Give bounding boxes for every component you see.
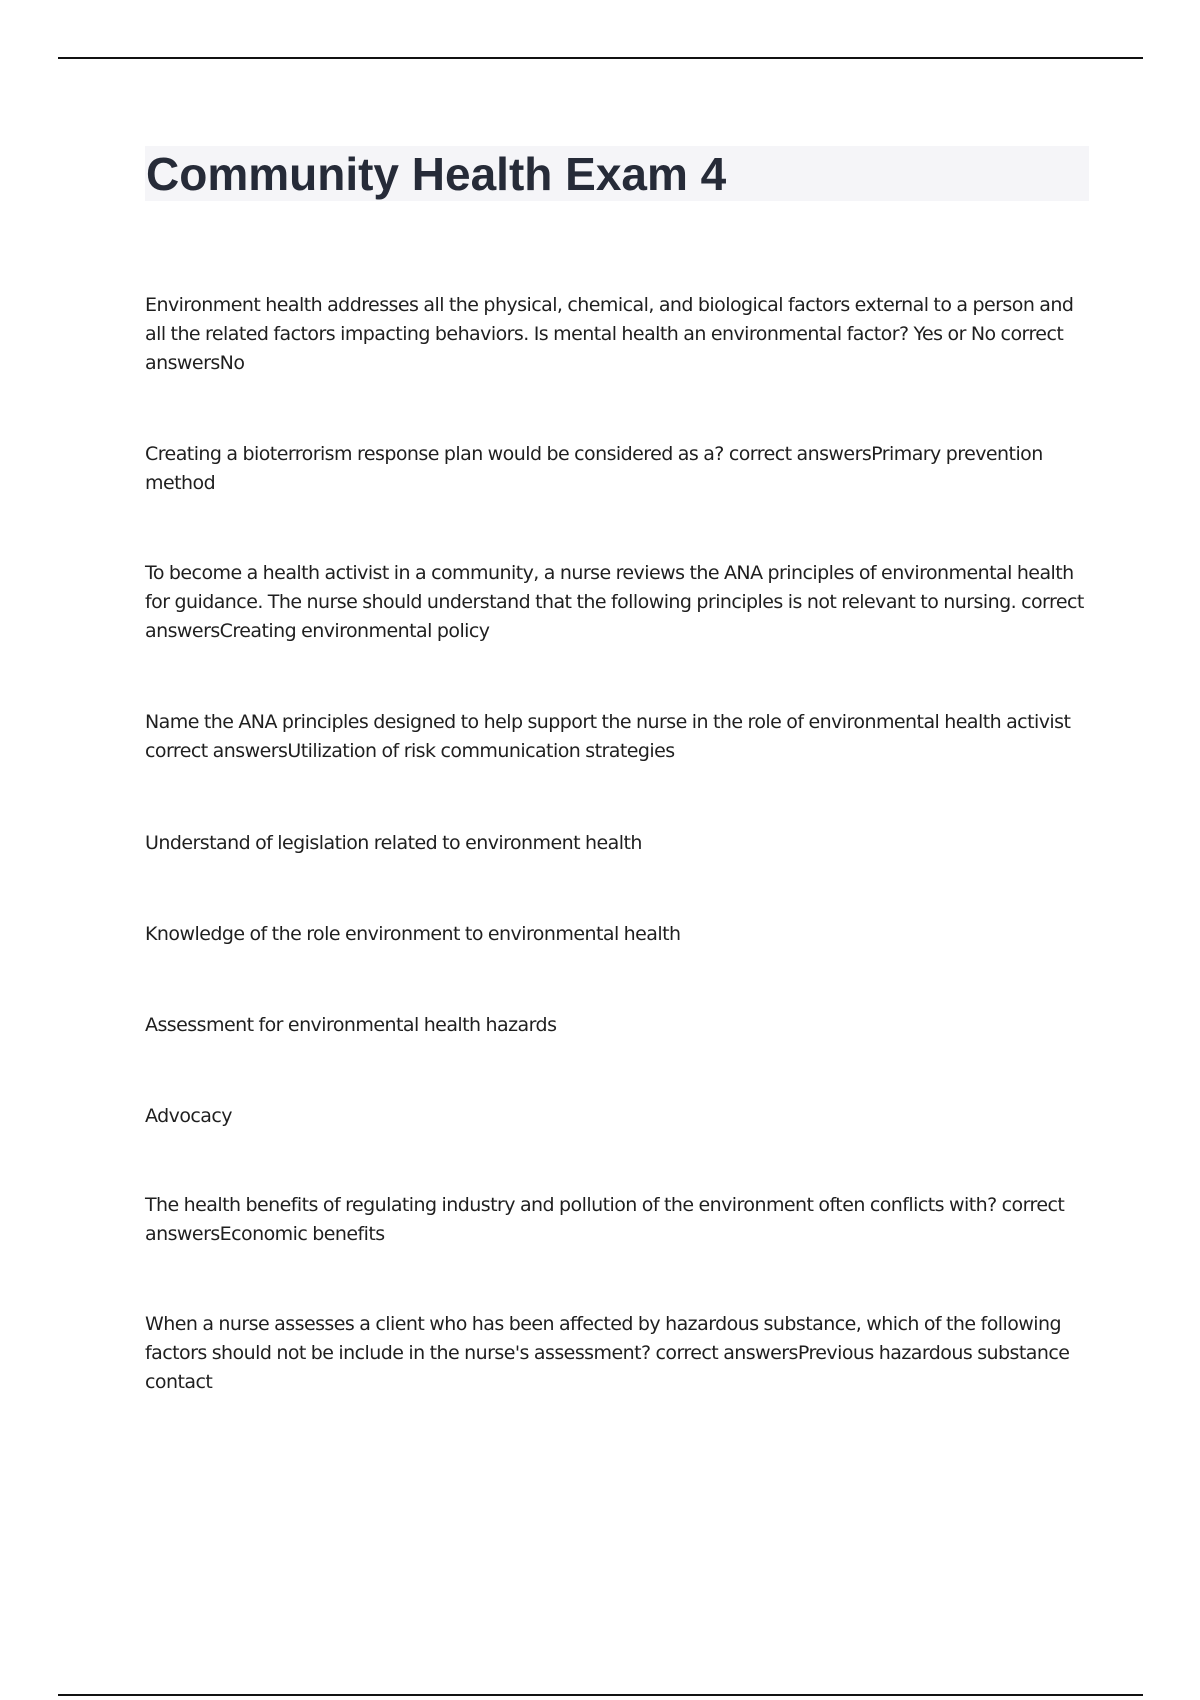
paragraph-3: To become a health activist in a community, a nurse reviews the ANA principles of environmental health for guidance. The nurse should understand that the following principles is not relevant to nursing. correct answersCreating environmental policy [145, 562, 1084, 642]
paragraph-5: Understand of legislation related to environment health [145, 832, 642, 854]
header-rule [58, 57, 1143, 59]
footer-rule [58, 1694, 1143, 1696]
paragraph-2: Creating a bioterrorism response plan would be considered as a? correct answersPrimary prevention method [145, 443, 1043, 494]
page-title: Community Health Exam 4 [146, 148, 727, 200]
paragraph-6: Knowledge of the role environment to environmental health [145, 923, 681, 945]
paragraph-8: Advocacy [145, 1105, 232, 1127]
paragraph-1: Environment health addresses all the physical, chemical, and biological factors external to a person and all the related factors impacting behaviors. Is mental health an environmental factor? Yes or No correct answersNo [145, 294, 1074, 374]
paragraph-4: Name the ANA principles designed to help support the nurse in the role of environmental health activist correct answersUtilization of risk communication strategies [145, 711, 1071, 762]
paragraph-10: When a nurse assesses a client who has been affected by hazardous substance, which of the following factors should not be include in the nurse's assessment? correct answersPrevious hazardous substance contact [145, 1313, 1070, 1393]
paragraph-9: The health benefits of regulating industry and pollution of the environment often conflicts with? correct answersEconomic benefits [145, 1194, 1065, 1245]
paragraph-7: Assessment for environmental health hazards [145, 1014, 557, 1036]
